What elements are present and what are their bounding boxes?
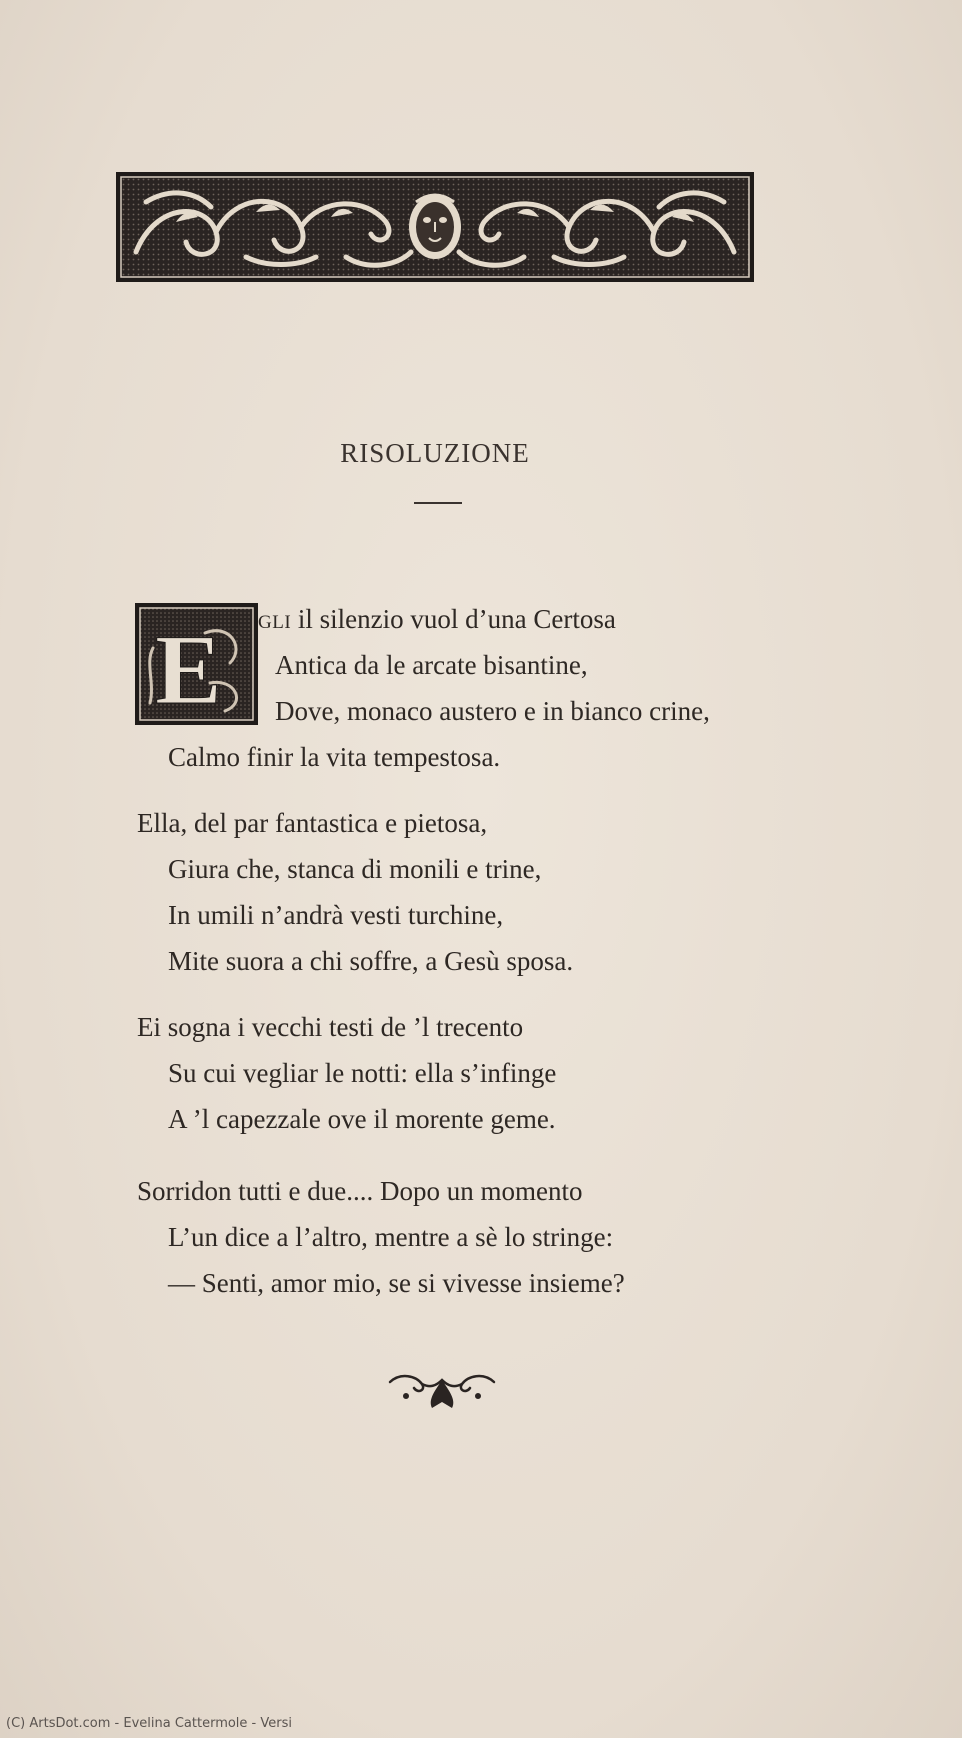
stanza4-line1: Sorridon tutti e due.... Dopo un momento	[137, 1176, 583, 1206]
poem-title: RISOLUZIONE	[340, 438, 530, 468]
stanza1-line1-smallcaps: GLI	[258, 612, 292, 633]
title-rule	[414, 502, 462, 504]
copyright-footer: (C) ArtsDot.com - Evelina Cattermole - Versi	[6, 1716, 292, 1731]
stanza1-line3: Dove, monaco austero e in bianco crine,	[275, 696, 710, 726]
stanza3-line1: Ei sogna i vecchi testi de ’l trecento	[137, 1012, 524, 1042]
stanza1-line1-text: il silenzio vuol d’una Certosa	[297, 604, 616, 634]
stanza1-line4: Calmo finir la vita tempestosa.	[168, 742, 501, 772]
stanza4-line3: — Senti, amor mio, se si vivesse insieme?	[168, 1268, 625, 1298]
stanza2-line1: Ella, del par fantastica e pietosa,	[137, 808, 488, 838]
stanza3-line3: A ’l capezzale ove il morente geme.	[168, 1104, 556, 1134]
stanza4-line2: L’un dice a l’altro, mentre a sè lo stringe:	[168, 1222, 614, 1252]
stanza2-line4: Mite suora a chi soffre, a Gesù sposa.	[168, 946, 574, 976]
dropcap-letter: E	[155, 614, 222, 725]
stanza3-line2: Su cui vegliar le notti: ella s’infinge	[168, 1058, 557, 1088]
fleuron-icon	[386, 1366, 498, 1410]
stanza1-line1	[258, 604, 616, 635]
floral-ornament-band-icon	[116, 172, 754, 282]
stanza2-line2: Giura che, stanca di monili e trine,	[168, 854, 542, 884]
stanza2-line3: In umili n’andrà vesti turchine,	[168, 900, 504, 930]
stanza1-line2: Antica da le arcate bisantine,	[275, 650, 588, 680]
ornamental-initial-E-icon	[135, 603, 258, 725]
